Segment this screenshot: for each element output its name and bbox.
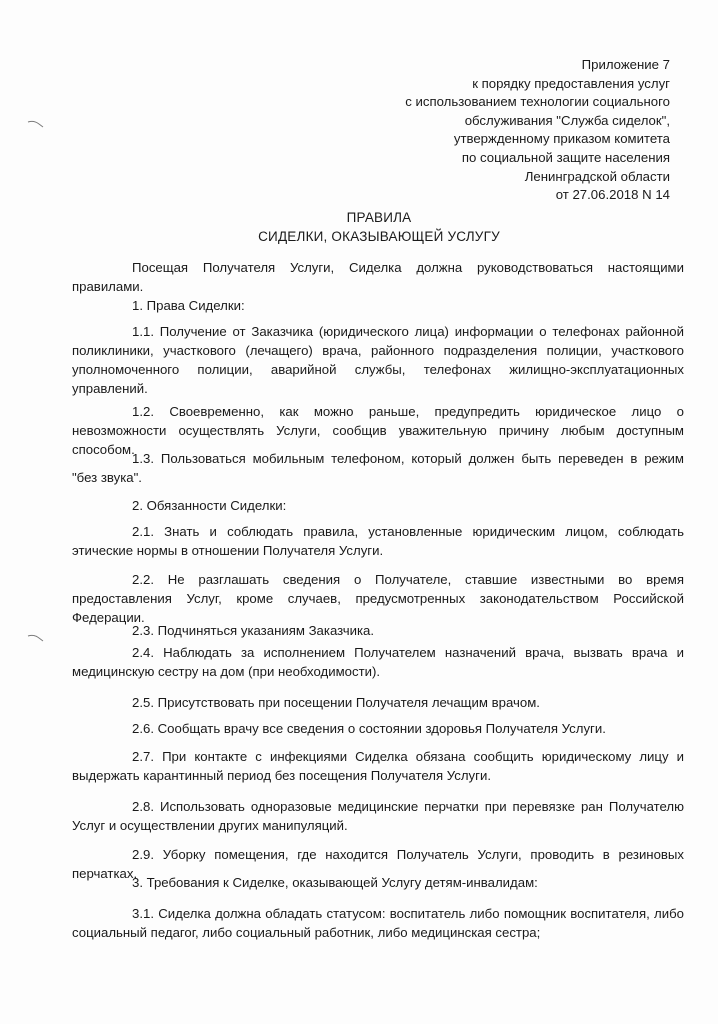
- section-heading: 2. Обязанности Сиделки:: [132, 498, 287, 513]
- intro-paragraph: Посещая Получателя Услуги, Сиделка должна руководствоваться настоящими правилами.: [72, 260, 684, 294]
- clause-2-2: 2.2. Не разглашать сведения о Получателе, ставшие известными во время предоставления Услуг, кроме случаев, предусмотренных законодательством Российской Федерации.: [72, 572, 684, 625]
- clause-1-3: 1.3. Пользоваться мобильным телефоном, который должен быть переведен в режим "без звука".: [72, 451, 684, 485]
- clause-2-8: 2.8. Использовать одноразовые медицинские перчатки при перевязке ран Получателю Услуг и осуществлении других манипуляций.: [72, 799, 684, 833]
- clause-2-7: 2.7. При контакте с инфекциями Сиделка обязана сообщить юридическому лицу и выдержать карантинный период без посещения Получателя Услуги.: [72, 749, 684, 783]
- appendix-line: от 27.06.2018 N 14: [555, 187, 670, 203]
- clause-3-1: 3.1. Сиделка должна обладать статусом: воспитатель либо помощник воспитателя, либо социальный педагог, либо социальный работник, либо медицинская сестра;: [72, 906, 684, 940]
- section-heading: 3. Требования к Сиделке, оказывающей Услугу детям-инвалидам:: [132, 875, 538, 890]
- scan-mark-icon: [26, 632, 46, 646]
- appendix-line: Ленинградской области: [524, 168, 670, 184]
- appendix-line: утвержденному приказом комитета: [453, 131, 670, 147]
- appendix-header: [405, 56, 670, 205]
- clause-2-1: 2.1. Знать и соблюдать правила, установленные юридическим лицом, соблюдать этические нормы в отношении Получателя Услуги.: [72, 524, 684, 558]
- document-subtitle: СИДЕЛКИ, ОКАЗЫВАЮЩЕЙ УСЛУГУ: [258, 229, 500, 244]
- appendix-line: с использованием технологии социального: [405, 94, 670, 110]
- appendix-line: к порядку предоставления услуг: [472, 75, 670, 91]
- clause-2-3: 2.3. Подчиняться указаниям Заказчика.: [132, 623, 375, 638]
- clause-1-1: 1.1. Получение от Заказчика (юридического лица) информации о телефонах районной поликлиники, участкового (лечащего) врача, районного подразделения полиции, участкового уполномоченного полиции, аварийной службы, телефонах жилищно-эксплуатационных управлений.: [72, 324, 684, 396]
- document-title: ПРАВИЛА: [346, 210, 412, 225]
- clause-2-5: 2.5. Присутствовать при посещении Получателя лечащим врачом.: [132, 695, 540, 710]
- appendix-line: обслуживания "Служба сиделок",: [464, 112, 670, 128]
- appendix-line: по социальной защите населения: [461, 149, 670, 165]
- section-heading: 1. Права Сиделки:: [132, 298, 245, 313]
- clause-2-4: 2.4. Наблюдать за исполнением Получателем назначений врача, вызвать врача и медицинскую сестру на дом (при необходимости).: [72, 645, 684, 679]
- clause-2-6: 2.6. Сообщать врачу все сведения о состоянии здоровья Получателя Услуги.: [132, 721, 606, 736]
- clause-2-9: 2.9. Уборку помещения, где находится Получатель Услуги, проводить в резиновых перчатках.: [72, 847, 684, 881]
- clause-1-2: 1.2. Своевременно, как можно раньше, предупредить юридическое лицо о невозможности осуществлять Услуги, сообщив уважительную причину любым доступным способом.: [72, 404, 684, 457]
- appendix-line: Приложение 7: [581, 57, 670, 72]
- scan-mark-icon: [26, 118, 46, 132]
